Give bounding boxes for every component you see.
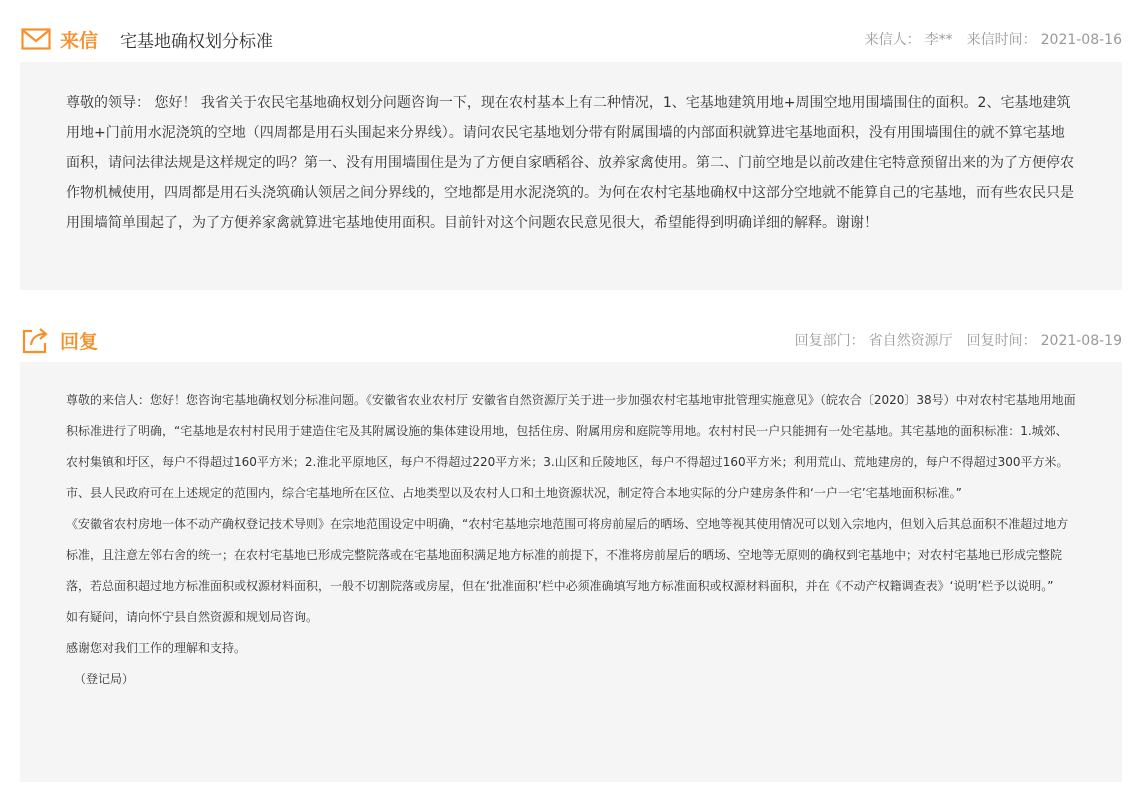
share-reply-icon xyxy=(20,324,52,356)
letter-time: 2021-08-16 xyxy=(1040,32,1122,48)
sender-name: 李** xyxy=(924,32,953,48)
sender-label: 来信人： xyxy=(864,32,921,48)
reply-time: 2021-08-19 xyxy=(1040,333,1122,349)
letter-body: 尊敬的领导： 您好！ 我省关于农民宅基地确权划分问题咨询一下，现在农村基本上有二种情况，1、宅基地建筑用地+周围空地用围墙围住的面积。2、宅基地建筑用地+门前用水泥浇筑的空地（四周都是用石头围起来分界线）。请问农民宅基地划分带有附属围墙的内部面积就算进宅基地面积，没有用围墙围住的就不算宅基地面积，请问法律法规是这样规定的吗？第一、没有用围墙围住是为了方便自家晒稻谷、放养家禽使用。第二、门前空地是以前改建住宅特意预留出来的为了方便停农作物机械使用，四周都是用石头浇筑确认领居之间分界线的，空地都是用水泥浇筑的。为何在农村宅基地确权中这部分空地就不能算自己的宅基地，而有些农民只是用围墙简单围起了，为了方便养家禽就算进宅基地使用面积。目前针对这个问题农民意见很大，希望能得到明确详细的解释。谢谢！ xyxy=(66,95,1074,231)
reply-dept-label: 回复部门： xyxy=(794,333,865,349)
letter-heading: 来信 xyxy=(60,29,99,52)
reply-meta xyxy=(791,330,1122,350)
reply-paragraph: 尊敬的来信人：您好！您咨询宅基地确权划分标准问题。《安徽省农业农村厅 安徽省自然资源厅关于进一步加强农村宅基地审批管理实施意见》（皖农合〔2020〕38号）中对农村宅基地用地面积标准进行了明确，“宅基地是农村村民用于建造住宅及其附属设施的集体建设用地，包括住房、附属用房和庭院等用地。农村村民一户只能拥有一处宅基地。其宅基地的面积标准：1.城郊、农村集镇和圩区，每户不得超过160平方米；2.淮北平原地区，每户不得超过220平方米；3.山区和丘陵地区，每户不得超过160平方米；利用荒山、荒地建房的，每户不得超过300平方米。市、县人民政府可在上述规定的范围内，综合宅基地所在区位、占地类型以及农村人口和土地资源状况，制定符合本地实际的分户建房条件和‘一户一宅’宅基地面积标准。” xyxy=(66,393,1076,500)
reply-paragraph: 《安徽省农村房地一体不动产确权登记技术导则》在宗地范围设定中明确，“农村宅基地宗地范围可将房前屋后的晒场、空地等视其使用情况可以划入宗地内，但划入后其总面积不准超过地方标准，且注意左邻右舍的统一；在农村宅基地已形成完整院落或在宅基地面积满足地方标准的前提下，不准将房前屋后的晒场、空地等无原则的确权到宅基地中；对农村宅基地已形成完整院落，若总面积超过地方标准面积或权源材料面积，一般不切割院落或房屋，但在‘批准面积’栏中必须准确填写地方标准面积或权源材料面积，并在《不动产权籍调查表》‘说明’栏予以说明。” xyxy=(66,517,1069,593)
letter-time-label: 来信时间： xyxy=(966,32,1037,48)
reply-header xyxy=(20,320,1122,360)
reply-dept: 省自然资源厅 xyxy=(868,333,953,349)
reply-body-box xyxy=(20,362,1122,782)
envelope-icon xyxy=(20,23,52,55)
reply-body xyxy=(20,362,1122,715)
letter-subject: 宅基地确权划分标准 xyxy=(120,31,274,52)
reply-paragraph: 感谢您对我们工作的理解和支持。 xyxy=(66,641,247,655)
letter-meta xyxy=(861,29,1122,49)
reply-paragraph: （登记局） xyxy=(74,672,135,686)
reply-heading: 回复 xyxy=(60,330,99,353)
letter-body-box xyxy=(20,62,1122,290)
reply-paragraph: 如有疑问，请向怀宁县自然资源和规划局咨询。 xyxy=(66,610,319,624)
letter-header xyxy=(20,19,1122,59)
reply-time-label: 回复时间： xyxy=(966,333,1037,349)
